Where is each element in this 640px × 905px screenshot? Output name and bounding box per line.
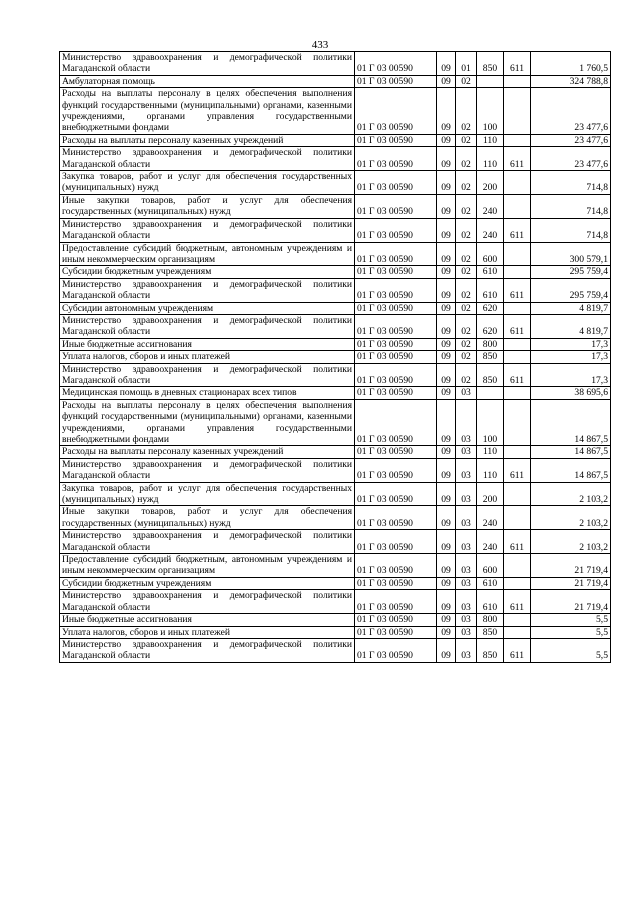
row-administrator [504, 577, 531, 589]
row-name: Иные закупки товаров, работ и услуг для обеспечения государственных (муниципальных) нужд [60, 194, 355, 218]
row-subsection: 02 [456, 171, 477, 195]
row-name: Иные бюджетные ассигнования [60, 338, 355, 350]
row-target-article: 01 Г 03 00590 [355, 590, 437, 614]
row-target-article: 01 Г 03 00590 [355, 399, 437, 446]
row-subsection: 03 [456, 614, 477, 626]
row-expense-type [477, 75, 504, 87]
row-target-article: 01 Г 03 00590 [355, 302, 437, 314]
row-administrator: 611 [504, 363, 531, 387]
row-expense-type: 850 [477, 52, 504, 76]
row-section: 09 [437, 351, 456, 363]
row-target-article: 01 Г 03 00590 [355, 363, 437, 387]
row-expense-type: 100 [477, 88, 504, 135]
row-target-article: 01 Г 03 00590 [355, 314, 437, 338]
row-section: 09 [437, 446, 456, 458]
row-subsection: 02 [456, 278, 477, 302]
row-subsection: 02 [456, 363, 477, 387]
row-target-article: 01 Г 03 00590 [355, 554, 437, 578]
row-amount: 2 103,2 [531, 482, 611, 506]
row-target-article: 01 Г 03 00590 [355, 351, 437, 363]
table-row [60, 338, 611, 350]
row-section: 09 [437, 147, 456, 171]
row-target-article: 01 Г 03 00590 [355, 52, 437, 76]
row-name: Министерство здравоохранения и демографической политики Магаданской области [60, 147, 355, 171]
row-subsection: 02 [456, 147, 477, 171]
table-row [60, 399, 611, 446]
row-expense-type: 600 [477, 554, 504, 578]
row-subsection: 02 [456, 314, 477, 338]
table-row [60, 266, 611, 278]
row-expense-type: 100 [477, 399, 504, 446]
row-name: Министерство здравоохранения и демографической политики Магаданской области [60, 278, 355, 302]
row-amount: 295 759,4 [531, 278, 611, 302]
row-administrator: 611 [504, 590, 531, 614]
row-name: Расходы на выплаты персоналу казенных учреждений [60, 134, 355, 146]
row-name: Иные закупки товаров, работ и услуг для обеспечения государственных (муниципальных) нужд [60, 506, 355, 530]
row-subsection: 03 [456, 530, 477, 554]
row-target-article: 01 Г 03 00590 [355, 242, 437, 266]
row-section: 09 [437, 590, 456, 614]
table-row [60, 482, 611, 506]
row-administrator [504, 75, 531, 87]
row-section: 09 [437, 626, 456, 638]
row-section: 09 [437, 614, 456, 626]
row-name: Расходы на выплаты персоналу в целях обеспечения выполнения функций государственными (муниципальными) органами, казенными учреждениями, органами управления государственными внебюджетными фондами [60, 399, 355, 446]
row-section: 09 [437, 242, 456, 266]
row-name: Амбулаторная помощь [60, 75, 355, 87]
row-target-article: 01 Г 03 00590 [355, 530, 437, 554]
row-target-article: 01 Г 03 00590 [355, 458, 437, 482]
row-name: Министерство здравоохранения и демографической политики Магаданской области [60, 314, 355, 338]
row-amount: 21 719,4 [531, 554, 611, 578]
row-subsection: 02 [456, 351, 477, 363]
row-subsection: 02 [456, 302, 477, 314]
row-section: 09 [437, 506, 456, 530]
row-target-article: 01 Г 03 00590 [355, 506, 437, 530]
row-amount: 17,3 [531, 351, 611, 363]
table-row [60, 458, 611, 482]
row-subsection: 02 [456, 88, 477, 135]
row-target-article: 01 Г 03 00590 [355, 577, 437, 589]
table-row [60, 88, 611, 135]
row-expense-type: 200 [477, 482, 504, 506]
row-target-article: 01 Г 03 00590 [355, 446, 437, 458]
row-expense-type: 110 [477, 458, 504, 482]
row-amount: 300 579,1 [531, 242, 611, 266]
row-amount: 714,8 [531, 171, 611, 195]
row-name: Предоставление субсидий бюджетным, автономным учреждениям и иным некоммерческим организациям [60, 242, 355, 266]
table-row [60, 577, 611, 589]
row-target-article: 01 Г 03 00590 [355, 482, 437, 506]
row-administrator [504, 506, 531, 530]
row-expense-type: 850 [477, 638, 504, 662]
row-name: Министерство здравоохранения и демографической политики Магаданской области [60, 590, 355, 614]
row-name: Иные бюджетные ассигнования [60, 614, 355, 626]
row-expense-type: 610 [477, 266, 504, 278]
table-row [60, 147, 611, 171]
row-administrator: 611 [504, 314, 531, 338]
row-name: Медицинская помощь в дневных стационарах всех типов [60, 387, 355, 399]
row-name: Расходы на выплаты персоналу казенных учреждений [60, 446, 355, 458]
row-administrator [504, 387, 531, 399]
row-amount: 23 477,6 [531, 147, 611, 171]
row-section: 09 [437, 218, 456, 242]
table-row [60, 242, 611, 266]
row-target-article: 01 Г 03 00590 [355, 88, 437, 135]
row-expense-type: 610 [477, 590, 504, 614]
budget-table [59, 51, 611, 663]
row-section: 09 [437, 88, 456, 135]
row-subsection: 03 [456, 577, 477, 589]
row-amount: 38 695,6 [531, 387, 611, 399]
row-name: Министерство здравоохранения и демографической политики Магаданской области [60, 458, 355, 482]
row-expense-type: 110 [477, 147, 504, 171]
row-expense-type: 200 [477, 171, 504, 195]
table-row [60, 446, 611, 458]
row-name: Субсидии автономным учреждениям [60, 302, 355, 314]
table-row [60, 506, 611, 530]
row-amount: 295 759,4 [531, 266, 611, 278]
row-subsection: 03 [456, 590, 477, 614]
table-row [60, 638, 611, 662]
row-section: 09 [437, 134, 456, 146]
row-amount: 1 760,5 [531, 52, 611, 76]
row-section: 09 [437, 554, 456, 578]
row-administrator [504, 614, 531, 626]
row-name: Уплата налогов, сборов и иных платежей [60, 351, 355, 363]
table-row [60, 590, 611, 614]
row-administrator [504, 302, 531, 314]
row-section: 09 [437, 314, 456, 338]
row-name: Уплата налогов, сборов и иных платежей [60, 626, 355, 638]
budget-table-body [60, 52, 611, 663]
table-row [60, 194, 611, 218]
row-administrator: 611 [504, 458, 531, 482]
row-expense-type: 600 [477, 242, 504, 266]
table-row [60, 626, 611, 638]
table-row [60, 218, 611, 242]
row-subsection: 02 [456, 242, 477, 266]
row-name: Министерство здравоохранения и демографической политики Магаданской области [60, 530, 355, 554]
row-amount: 4 819,7 [531, 314, 611, 338]
row-section: 09 [437, 577, 456, 589]
row-subsection: 03 [456, 626, 477, 638]
row-amount: 17,3 [531, 338, 611, 350]
row-amount: 14 867,5 [531, 458, 611, 482]
row-target-article: 01 Г 03 00590 [355, 218, 437, 242]
row-name: Закупка товаров, работ и услуг для обеспечения государственных (муниципальных) нужд [60, 482, 355, 506]
table-row [60, 314, 611, 338]
row-target-article: 01 Г 03 00590 [355, 278, 437, 302]
row-amount: 21 719,4 [531, 590, 611, 614]
row-administrator [504, 482, 531, 506]
row-subsection: 03 [456, 399, 477, 446]
row-amount: 2 103,2 [531, 530, 611, 554]
row-section: 09 [437, 194, 456, 218]
row-administrator [504, 266, 531, 278]
row-subsection: 02 [456, 134, 477, 146]
row-section: 09 [437, 302, 456, 314]
row-expense-type: 620 [477, 302, 504, 314]
row-name: Субсидии бюджетным учреждениям [60, 266, 355, 278]
row-section: 09 [437, 338, 456, 350]
row-administrator [504, 88, 531, 135]
row-expense-type: 850 [477, 363, 504, 387]
row-expense-type: 800 [477, 338, 504, 350]
row-administrator [504, 399, 531, 446]
row-section: 09 [437, 75, 456, 87]
row-name: Субсидии бюджетным учреждениям [60, 577, 355, 589]
row-subsection: 01 [456, 52, 477, 76]
row-target-article: 01 Г 03 00590 [355, 638, 437, 662]
row-expense-type: 240 [477, 218, 504, 242]
row-target-article: 01 Г 03 00590 [355, 626, 437, 638]
row-expense-type: 850 [477, 626, 504, 638]
row-amount: 5,5 [531, 626, 611, 638]
row-section: 09 [437, 171, 456, 195]
row-target-article: 01 Г 03 00590 [355, 75, 437, 87]
row-expense-type: 610 [477, 577, 504, 589]
row-amount: 5,5 [531, 638, 611, 662]
row-section: 09 [437, 482, 456, 506]
row-subsection: 03 [456, 554, 477, 578]
row-expense-type: 110 [477, 446, 504, 458]
table-row [60, 530, 611, 554]
row-expense-type: 800 [477, 614, 504, 626]
row-section: 09 [437, 52, 456, 76]
row-expense-type: 610 [477, 278, 504, 302]
row-expense-type: 240 [477, 506, 504, 530]
row-target-article: 01 Г 03 00590 [355, 338, 437, 350]
row-name: Министерство здравоохранения и демографической политики Магаданской области [60, 218, 355, 242]
row-section: 09 [437, 387, 456, 399]
row-subsection: 02 [456, 266, 477, 278]
row-administrator [504, 171, 531, 195]
row-administrator [504, 242, 531, 266]
table-row [60, 363, 611, 387]
row-target-article: 01 Г 03 00590 [355, 194, 437, 218]
row-amount: 21 719,4 [531, 577, 611, 589]
row-administrator: 611 [504, 52, 531, 76]
row-subsection: 02 [456, 75, 477, 87]
row-administrator: 611 [504, 147, 531, 171]
row-subsection: 02 [456, 338, 477, 350]
row-subsection: 03 [456, 638, 477, 662]
row-section: 09 [437, 638, 456, 662]
row-target-article: 01 Г 03 00590 [355, 266, 437, 278]
table-row [60, 134, 611, 146]
row-administrator [504, 351, 531, 363]
row-amount: 14 867,5 [531, 446, 611, 458]
row-section: 09 [437, 530, 456, 554]
row-administrator [504, 134, 531, 146]
row-amount: 5,5 [531, 614, 611, 626]
row-subsection: 03 [456, 506, 477, 530]
row-subsection: 03 [456, 458, 477, 482]
row-subsection: 02 [456, 218, 477, 242]
row-amount: 23 477,6 [531, 88, 611, 135]
table-row [60, 302, 611, 314]
row-name: Закупка товаров, работ и услуг для обеспечения государственных (муниципальных) нужд [60, 171, 355, 195]
table-row [60, 278, 611, 302]
table-row [60, 554, 611, 578]
row-target-article: 01 Г 03 00590 [355, 171, 437, 195]
row-expense-type [477, 387, 504, 399]
row-expense-type: 240 [477, 194, 504, 218]
row-administrator: 611 [504, 638, 531, 662]
row-amount: 23 477,6 [531, 134, 611, 146]
row-subsection: 03 [456, 446, 477, 458]
row-administrator: 611 [504, 218, 531, 242]
row-target-article: 01 Г 03 00590 [355, 134, 437, 146]
row-expense-type: 850 [477, 351, 504, 363]
row-target-article: 01 Г 03 00590 [355, 387, 437, 399]
row-subsection: 02 [456, 194, 477, 218]
row-expense-type: 240 [477, 530, 504, 554]
row-target-article: 01 Г 03 00590 [355, 147, 437, 171]
table-row [60, 75, 611, 87]
table-row [60, 351, 611, 363]
row-administrator: 611 [504, 530, 531, 554]
table-row [60, 171, 611, 195]
table-row [60, 614, 611, 626]
row-expense-type: 110 [477, 134, 504, 146]
table-row [60, 52, 611, 76]
row-section: 09 [437, 363, 456, 387]
row-subsection: 03 [456, 482, 477, 506]
row-administrator [504, 554, 531, 578]
row-administrator [504, 626, 531, 638]
row-administrator [504, 338, 531, 350]
row-expense-type: 620 [477, 314, 504, 338]
row-amount: 14 867,5 [531, 399, 611, 446]
row-amount: 17,3 [531, 363, 611, 387]
row-administrator [504, 446, 531, 458]
row-section: 09 [437, 458, 456, 482]
row-amount: 2 103,2 [531, 506, 611, 530]
page-number: 433 [311, 39, 329, 51]
row-section: 09 [437, 399, 456, 446]
row-amount: 714,8 [531, 218, 611, 242]
row-administrator: 611 [504, 278, 531, 302]
row-section: 09 [437, 266, 456, 278]
row-amount: 714,8 [531, 194, 611, 218]
row-section: 09 [437, 278, 456, 302]
row-target-article: 01 Г 03 00590 [355, 614, 437, 626]
table-row [60, 387, 611, 399]
row-administrator [504, 194, 531, 218]
row-name: Министерство здравоохранения и демографической политики Магаданской области [60, 363, 355, 387]
row-name: Министерство здравоохранения и демографической политики Магаданской области [60, 638, 355, 662]
row-name: Предоставление субсидий бюджетным, автономным учреждениям и иным некоммерческим организациям [60, 554, 355, 578]
row-subsection: 03 [456, 387, 477, 399]
row-name: Министерство здравоохранения и демографической политики Магаданской области [60, 52, 355, 76]
row-amount: 4 819,7 [531, 302, 611, 314]
row-name: Расходы на выплаты персоналу в целях обеспечения выполнения функций государственными (муниципальными) органами, казенными учреждениями, органами управления государственными внебюджетными фондами [60, 88, 355, 135]
row-amount: 324 788,8 [531, 75, 611, 87]
